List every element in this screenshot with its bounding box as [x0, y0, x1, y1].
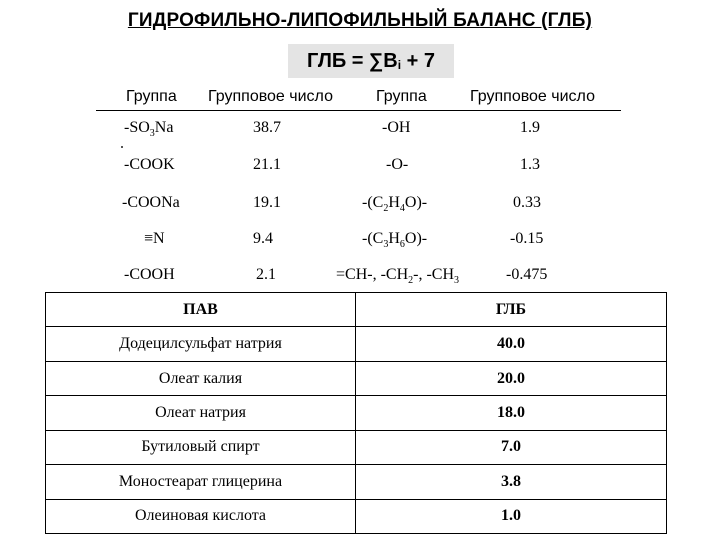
table-header-row [46, 293, 667, 327]
group-cell: -OH [382, 119, 411, 136]
hlb-value: 3.8 [356, 465, 667, 499]
table-row [46, 396, 667, 430]
group-cell: =CH-, $-CH_2-$, $-CH_3$ [336, 266, 460, 287]
group-cell: $-(C_3H_6O)-$ [362, 230, 428, 251]
group-cell: -COONa [122, 194, 180, 211]
surfactant-name: Моностеарат глицерина [46, 465, 356, 499]
group-number-cell: 38.7 [253, 119, 281, 136]
group-number-cell: 19.1 [253, 194, 281, 211]
table-row [46, 327, 667, 361]
surfactant-table [45, 292, 667, 534]
header-group-1: Группа [126, 88, 177, 105]
header-group-2: Группа [376, 88, 427, 105]
surfactant-name: Олеат калия [46, 361, 356, 395]
surfactant-name: Бутиловый спирт [46, 430, 356, 464]
header-divider [96, 110, 621, 111]
formula-main: ГЛБ = ∑B [306, 49, 398, 72]
surfactant-name: Додецилсульфат натрия [46, 327, 356, 361]
group-number-cell: 21.1 [253, 156, 281, 173]
group-number-cell: -0.475 [506, 266, 548, 283]
stray-dot [121, 146, 123, 148]
group-number-cell: 9.4 [253, 230, 273, 247]
hlb-value: 1.0 [356, 499, 667, 533]
group-number-cell: 0.33 [513, 194, 541, 211]
hlb-value: 20.0 [356, 361, 667, 395]
hlb-formula [288, 44, 454, 78]
header-number-1: Групповое число [208, 88, 333, 105]
group-cell: -COOK [124, 156, 175, 173]
table-row [46, 465, 667, 499]
table-row [46, 499, 667, 533]
surfactant-name: Олеиновая кислота [46, 499, 356, 533]
hlb-value: 18.0 [356, 396, 667, 430]
table-row [46, 430, 667, 464]
hlb-value: 7.0 [356, 430, 667, 464]
formula-subscript: i [397, 58, 402, 72]
group-cell: $-SO_3Na$ [124, 119, 174, 140]
group-cell: $-(C_2H_4O)-$ [362, 194, 428, 215]
group-cell: ≡N [144, 230, 165, 247]
header-number-2: Групповое число [470, 88, 595, 105]
surfactant-name: Олеат натрия [46, 396, 356, 430]
group-number-cell: 1.3 [520, 156, 540, 173]
table-row [46, 361, 667, 395]
group-cell: -O- [386, 156, 409, 173]
group-number-cell: 1.9 [520, 119, 540, 136]
group-number-cell: 2.1 [256, 266, 276, 283]
formula-tail: + 7 [401, 49, 435, 72]
column-header-hlb: ГЛБ [356, 293, 667, 327]
page-title: ГИДРОФИЛЬНО-ЛИПОФИЛЬНЫЙ БАЛАНС (ГЛБ) [127, 10, 593, 31]
hlb-value: 40.0 [356, 327, 667, 361]
group-cell: -COOH [124, 266, 175, 283]
group-number-cell: -0.15 [510, 230, 544, 247]
column-header-surfactant: ПАВ [46, 293, 356, 327]
